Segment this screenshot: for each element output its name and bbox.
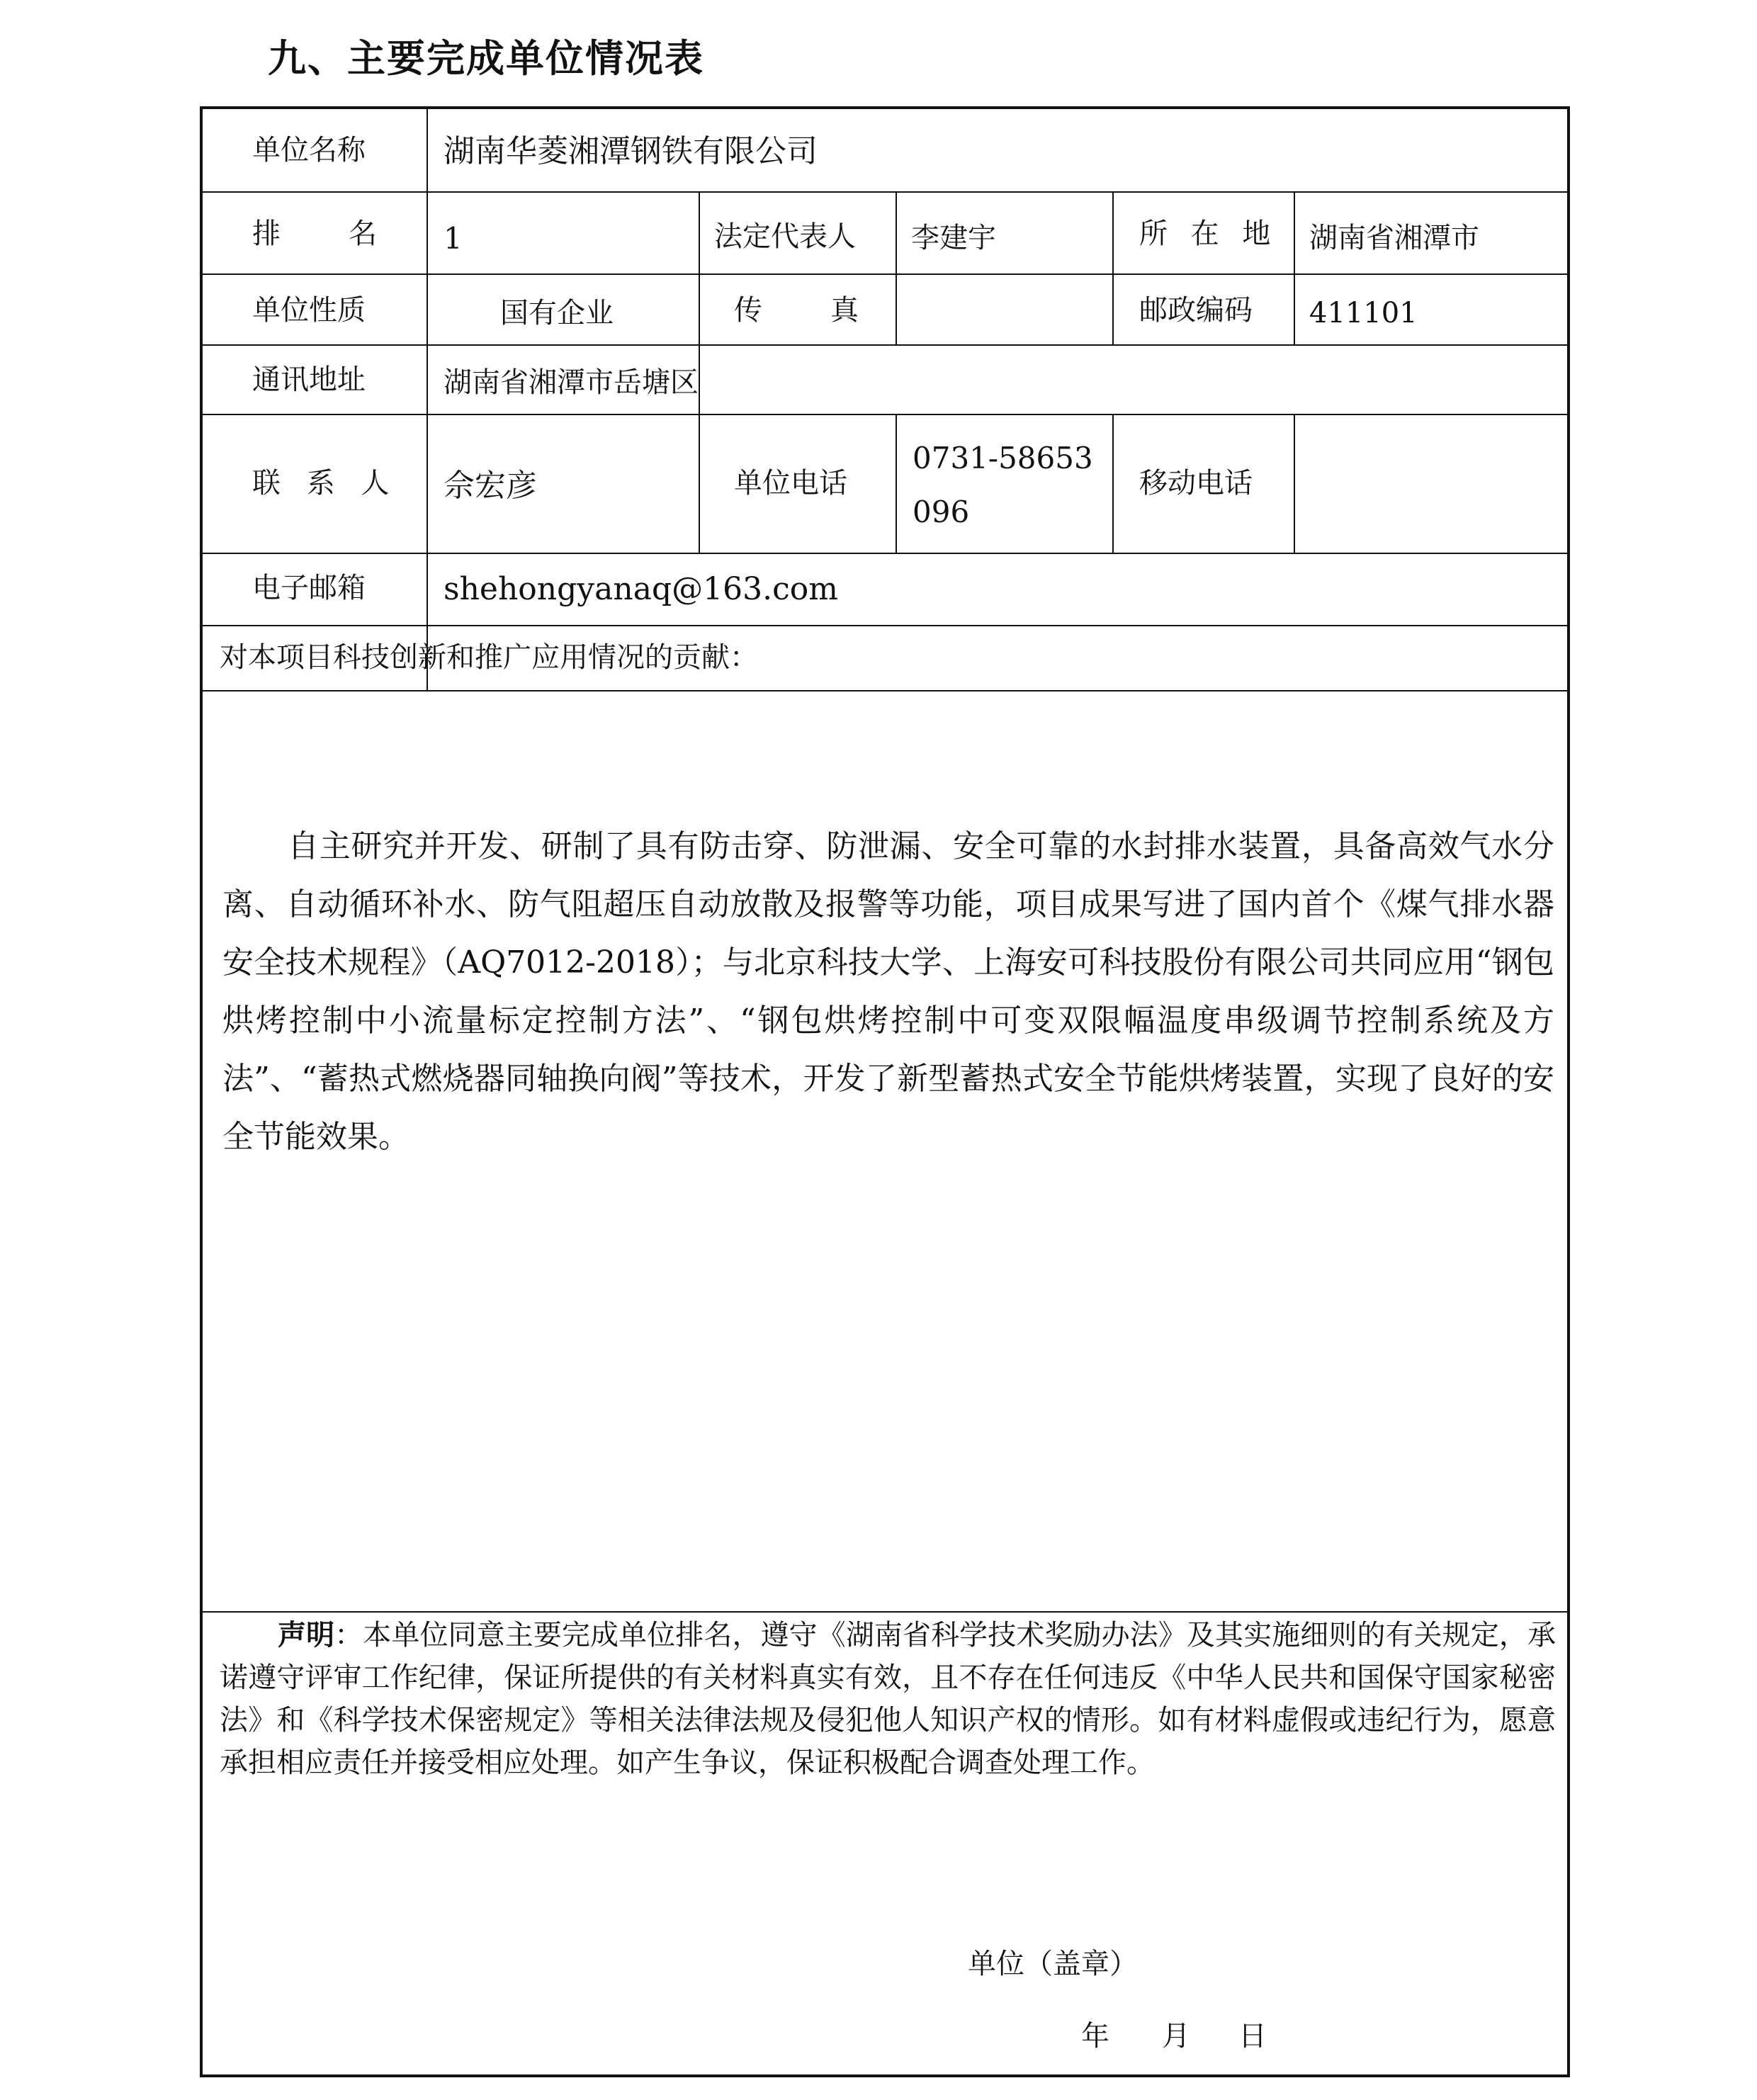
nature-value: 国有企业	[500, 297, 614, 329]
nature-label: 单位性质	[252, 294, 366, 327]
row-divider	[203, 414, 1567, 415]
declaration-text	[220, 1614, 1556, 1784]
column-divider	[426, 109, 428, 690]
day-label: 日	[1238, 2020, 1267, 2053]
year-label: 年	[1081, 2020, 1109, 2053]
contact-label: 联 系 人	[252, 467, 398, 499]
postcode-value: 411101	[1309, 297, 1418, 329]
page-title: 九、主要完成单位情况表	[268, 36, 704, 81]
contribution-heading: 对本项目科技创新和推广应用情况的贡献：	[220, 641, 758, 674]
contact-value: 佘宏彦	[444, 468, 537, 504]
phone-label: 单位电话	[734, 467, 847, 499]
row-divider	[203, 344, 1567, 346]
column-divider	[896, 414, 897, 553]
mobile-label: 移动电话	[1139, 467, 1253, 499]
column-divider	[1294, 414, 1295, 553]
phone-line2: 096	[913, 495, 970, 529]
legal-rep-label: 法定代表人	[714, 220, 856, 253]
unit-name-label: 单位名称	[252, 134, 366, 166]
legal-rep-value: 李建宇	[911, 222, 996, 254]
row-divider	[203, 553, 1567, 554]
month-label: 月	[1162, 2020, 1190, 2053]
row-divider	[203, 1611, 1567, 1613]
location-value: 湖南省湘潭市	[1309, 222, 1479, 254]
unit-name-value: 湖南华菱湘潭钢铁有限公司	[444, 133, 818, 169]
row-divider	[203, 273, 1567, 275]
unit-info-table	[200, 106, 1570, 2077]
contribution-text: 自主研究并开发、研制了具有防击穿、防泄漏、安全可靠的水封排水装置，具备高效气水分离、自动循环补水、防气阻超压自动放散及报警等功能，项目成果写进了国内首个《煤气排水器安全技术规程》（AQ7012-2018）；与北京科技大学、上海安可科技股份有限公司共同应用“钢包烘烤控制中小流量标定控制方法”、“钢包烘烤控制中可变双限幅温度串级调节控制系统及方法”、“蓄热式燃烧器同轴换向阀”等技术，开发了新型蓄热式安全节能烘烤装置，实现了良好的安全节能效果。	[222, 828, 1554, 1155]
declaration-label: 声明	[278, 1618, 335, 1652]
column-divider	[699, 414, 700, 553]
stamp-label: 单位（盖章）	[968, 1948, 1138, 1980]
address-label: 通讯地址	[252, 363, 366, 396]
rank-value: 1	[444, 221, 463, 256]
column-divider	[1112, 414, 1114, 553]
rank-label: 排 名	[252, 218, 397, 250]
location-label: 所 在 地	[1139, 218, 1278, 250]
column-divider	[896, 191, 897, 344]
row-divider	[203, 191, 1567, 193]
email-label: 电子邮箱	[252, 572, 366, 604]
column-divider	[1112, 191, 1114, 344]
column-divider	[699, 191, 700, 414]
fax-label: 传 真	[734, 294, 878, 327]
column-divider	[1294, 191, 1295, 344]
declaration-body: ：本单位同意主要完成单位排名，遵守《湖南省科学技术奖励办法》及其实施细则的有关规定，承诺遵守评审工作纪律，保证所提供的有关材料真实有效，且不存在任何违反《中华人民共和国保守国家秘密法》和《科学技术保密规定》等相关法律法规及侵犯他人知识产权的情形。如有材料虚假或违纪行为，愿意承担相应责任并接受相应处理。如产生争议，保证积极配合调查处理工作。	[220, 1619, 1557, 1779]
row-divider	[203, 690, 1567, 691]
row-divider	[203, 625, 1567, 626]
postcode-label: 邮政编码	[1139, 294, 1253, 327]
phone-line1: 0731-58653	[913, 441, 1093, 475]
email-value: shehongyanaq@163.com	[444, 571, 838, 607]
address-value: 湖南省湘潭市岳塘区	[444, 366, 699, 399]
